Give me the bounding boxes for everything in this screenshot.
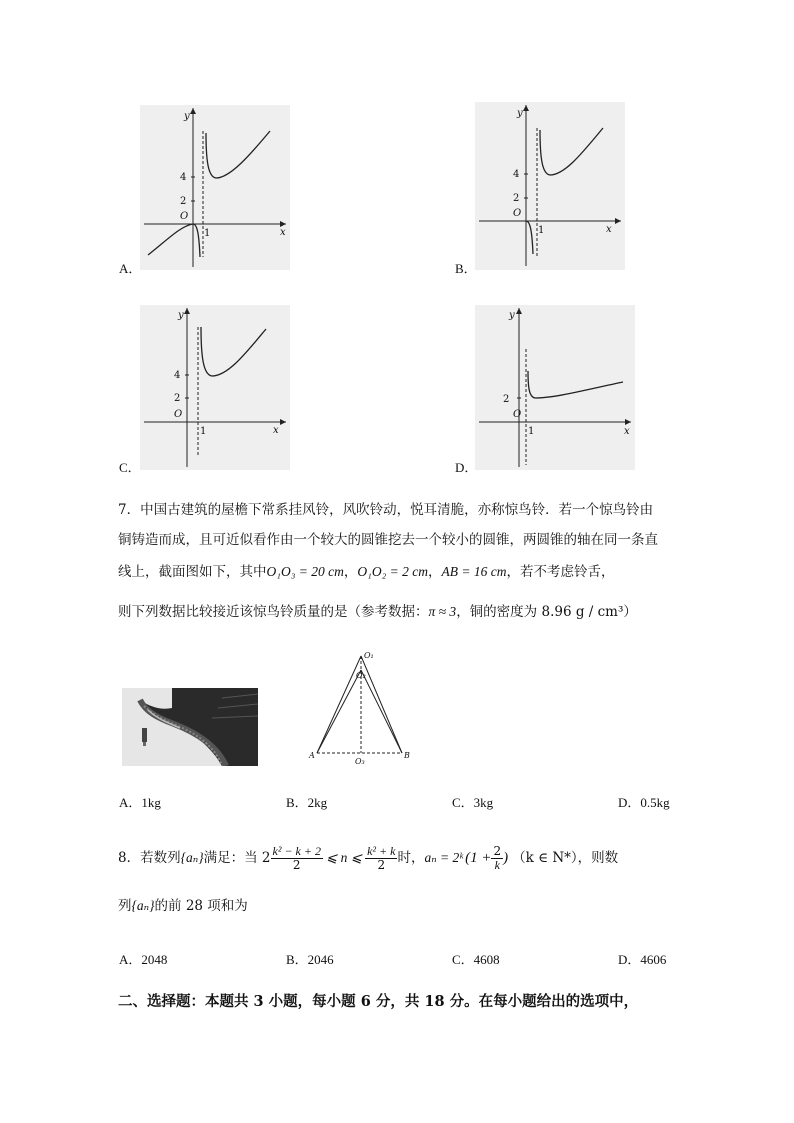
x-axis-label: x	[280, 227, 286, 238]
eave-photo	[122, 688, 258, 766]
y-axis-label: y	[178, 310, 184, 321]
q7-line-1: 7．中国古建筑的屋檐下常系挂风铃，风吹铃动，悦耳清脆，亦称惊鸟铃．若一个惊鸟铃由	[118, 502, 654, 518]
q7-line-2: 铜铸造而成，且可近似看作由一个较大的圆锥挖去一个较小的圆锥，两圆锥的轴在同一条直	[118, 532, 658, 548]
x-axis-label: x	[606, 224, 612, 235]
x-tick-1: 1	[204, 228, 211, 239]
y-axis-label: y	[184, 111, 190, 122]
q7-line-4: 则下列数据比较接近该惊鸟铃质量的是（参考数据：π ≈ 3，铜的密度为 8.96 g / cm³）	[118, 604, 637, 620]
option-b-label: B．	[455, 261, 477, 276]
ab-expression: AB = 16 cm	[441, 564, 507, 579]
q8-line-1: 8．若数列 {aₙ} 满足：当 2 $\frac{\text{k² − k + 2}}{2}$ ⩽ n ⩽ $\frac{\text{k² + k}}{2}$ 时， aₙ = 2ᵏ (1 + $\frac{2}{k}$ ) （k ∈ N*），则数	[118, 843, 619, 872]
graph-d	[475, 305, 635, 470]
q8-choice-a: A．2048	[119, 952, 168, 967]
sequence-a-n: {aₙ}	[180, 850, 204, 865]
q8-choice-c: C．4608	[452, 952, 500, 967]
a-n-formula: aₙ = 2ᵏ	[424, 850, 464, 865]
y-tick-4: 4	[513, 169, 520, 180]
label-o1: O₁	[364, 651, 374, 660]
graph-c	[140, 305, 290, 470]
o1o3-expression: O₁O₃ = 20 cm	[266, 564, 344, 579]
y-tick-4: 4	[174, 370, 181, 381]
q7-choice-c: C．3kg	[452, 795, 494, 810]
y-tick-2: 2	[174, 393, 181, 404]
label-a: A	[309, 751, 315, 760]
q7-choice-d: D．0.5kg	[618, 795, 670, 810]
fraction-upper-bound: $\frac{\text{k² + k}}{2}$	[367, 843, 396, 872]
option-a-label: A．	[119, 261, 142, 276]
graph-b	[475, 102, 625, 270]
y-tick-2: 2	[513, 193, 520, 204]
q7-line-3: 线上，截面图如下，其中O₁O₃ = 20 cm，O₁O₂ = 2 cm，AB = 16 cm，若不考虑铃舌，	[118, 564, 615, 580]
x-axis-label: x	[273, 425, 279, 436]
y-axis-label: y	[509, 310, 515, 321]
label-b: B	[404, 751, 410, 760]
x-tick-1: 1	[538, 225, 545, 236]
y-tick-4: 4	[180, 172, 187, 183]
cone-cross-section-diagram	[305, 648, 415, 768]
graph-a	[140, 105, 290, 270]
origin-label: O	[513, 208, 522, 219]
y-axis-label: y	[517, 108, 523, 119]
q8-choice-b: B．2046	[286, 952, 334, 967]
q8-choice-d: D．4606	[618, 952, 667, 967]
origin-label: O	[513, 409, 522, 420]
x-tick-1: 1	[528, 426, 535, 437]
origin-label: O	[174, 409, 183, 420]
fraction-2-over-k: $\frac{2}{k}$	[493, 843, 502, 872]
x-tick-1: 1	[200, 426, 207, 437]
option-d-label: D．	[455, 460, 478, 475]
pi-approx: π ≈ 3	[428, 604, 457, 619]
q7-choice-a: A．1kg	[119, 795, 161, 810]
y-tick-2: 2	[180, 196, 187, 207]
q8-line-2: 列{aₙ}的前 28 项和为	[118, 898, 248, 914]
origin-label: O	[180, 211, 189, 222]
fraction-lower-bound: $\frac{\text{k² − k + 2}}{2}$	[272, 843, 321, 872]
q7-choice-b: B．2kg	[286, 795, 328, 810]
section-2-heading: 二、选择题：本题共 3 小题，每小题 6 分，共 18 分。在每小题给出的选项中，	[118, 993, 639, 1010]
x-axis-label: x	[624, 426, 630, 437]
o1o2-expression: O₁O₂ = 2 cm	[357, 564, 428, 579]
label-o3: O₃	[355, 757, 365, 766]
option-c-label: C．	[119, 460, 141, 475]
label-o2: O₂	[356, 671, 366, 680]
y-tick-2: 2	[503, 394, 510, 405]
